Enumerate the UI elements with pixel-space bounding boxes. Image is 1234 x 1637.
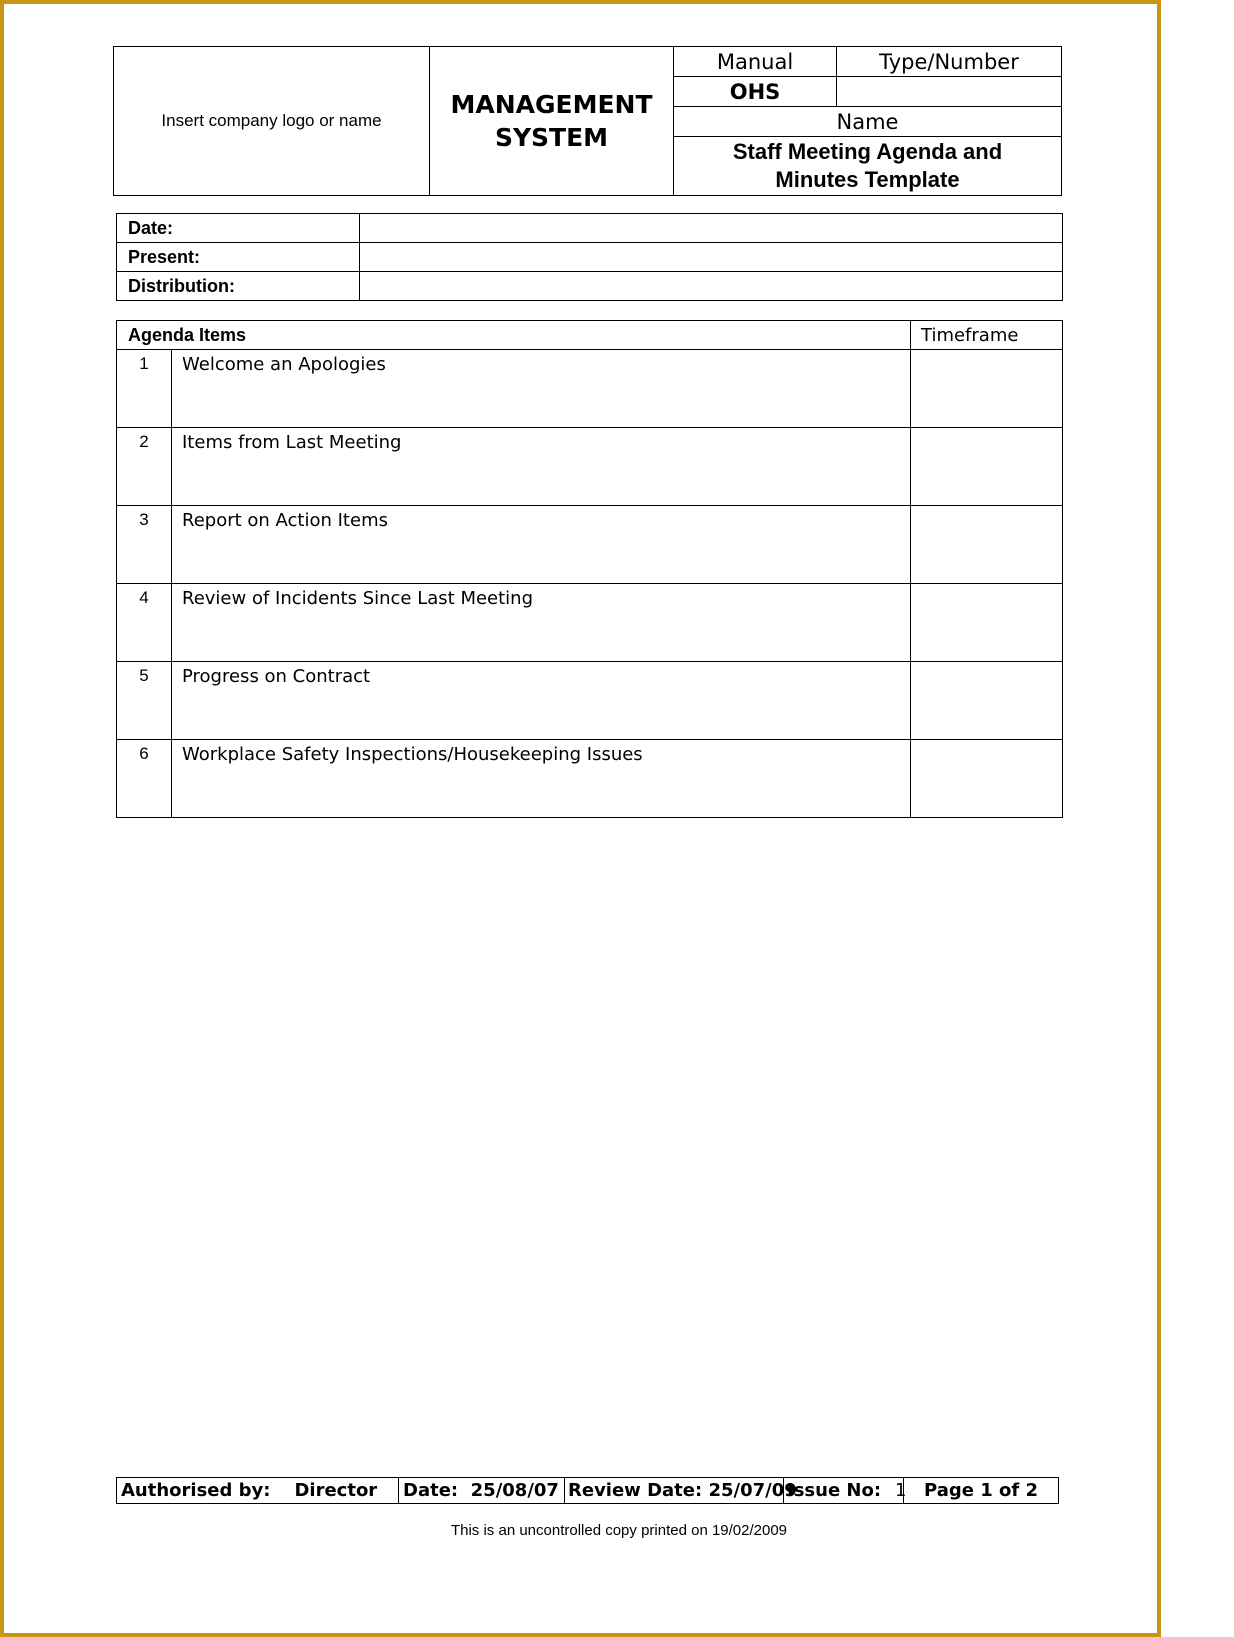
agenda-item-number: 2 [117, 428, 172, 506]
name-label: Name [674, 107, 1062, 137]
date-label: Date: [117, 214, 360, 243]
agenda-item-number: 5 [117, 662, 172, 740]
uncontrolled-copy-note: This is an uncontrolled copy printed on 19/02/2009 [450, 1522, 788, 1539]
agenda-row [117, 584, 1063, 662]
agenda-row [117, 506, 1063, 584]
type-number-label: Type/Number [837, 47, 1062, 77]
issue-no-cell [784, 1478, 907, 1504]
date-field[interactable] [360, 214, 1063, 243]
type-number-value [837, 77, 1062, 107]
document-header [113, 46, 1062, 196]
agenda-item-timeframe[interactable] [911, 350, 1063, 428]
issue-no-label: Issue No: [787, 1480, 882, 1501]
agenda-item-number: 1 [117, 350, 172, 428]
agenda-item-text: Review of Incidents Since Last Meeting [172, 584, 911, 662]
authorised-by-label: Authorised by: [121, 1480, 271, 1501]
management-system-title [430, 47, 674, 196]
timeframe-header: Timeframe [911, 321, 1063, 350]
agenda-item-number: 3 [117, 506, 172, 584]
document-footer [116, 1477, 1059, 1504]
agenda-item-text: Progress on Contract [172, 662, 911, 740]
manual-value: OHS [674, 77, 837, 107]
agenda-item-timeframe[interactable] [911, 740, 1063, 818]
agenda-item-text: Welcome an Apologies [172, 350, 911, 428]
agenda-row [117, 350, 1063, 428]
agenda-item-timeframe[interactable] [911, 506, 1063, 584]
footer-date-value: 25/08/07 [470, 1480, 559, 1501]
meeting-info-table [116, 213, 1063, 301]
agenda-table [116, 320, 1063, 818]
review-date-value: 25/07/09 [708, 1480, 797, 1501]
agenda-items-header: Agenda Items [117, 321, 911, 350]
page-number: Page 1 of 2 [904, 1478, 1059, 1504]
present-label: Present: [117, 243, 360, 272]
document-name-line2: Minutes Template [775, 167, 960, 192]
system-title-line1: MANAGEMENT [450, 90, 653, 119]
present-field[interactable] [360, 243, 1063, 272]
agenda-item-text: Workplace Safety Inspections/Housekeeping Issues [172, 740, 911, 818]
agenda-row [117, 428, 1063, 506]
issue-no-value: 1 [895, 1480, 907, 1501]
agenda-item-timeframe[interactable] [911, 584, 1063, 662]
system-title-line2: SYSTEM [494, 123, 609, 152]
agenda-item-number: 6 [117, 740, 172, 818]
agenda-item-text: Items from Last Meeting [172, 428, 911, 506]
agenda-row [117, 740, 1063, 818]
agenda-item-number: 4 [117, 584, 172, 662]
authorised-by-value: Director [294, 1480, 378, 1501]
distribution-field[interactable] [360, 272, 1063, 301]
company-logo-placeholder: Insert company logo or name [114, 47, 430, 196]
agenda-item-timeframe[interactable] [911, 662, 1063, 740]
footer-date-cell [399, 1478, 565, 1504]
agenda-item-timeframe[interactable] [911, 428, 1063, 506]
manual-label: Manual [674, 47, 837, 77]
distribution-label: Distribution: [117, 272, 360, 301]
document-name [674, 137, 1062, 196]
agenda-row [117, 662, 1063, 740]
footer-date-label: Date: [403, 1480, 459, 1501]
authorised-by-cell [117, 1478, 399, 1504]
review-date-cell [565, 1478, 797, 1504]
document-name-line1: Staff Meeting Agenda and [732, 139, 1003, 164]
review-date-label: Review Date: [568, 1480, 703, 1501]
agenda-item-text: Report on Action Items [172, 506, 911, 584]
